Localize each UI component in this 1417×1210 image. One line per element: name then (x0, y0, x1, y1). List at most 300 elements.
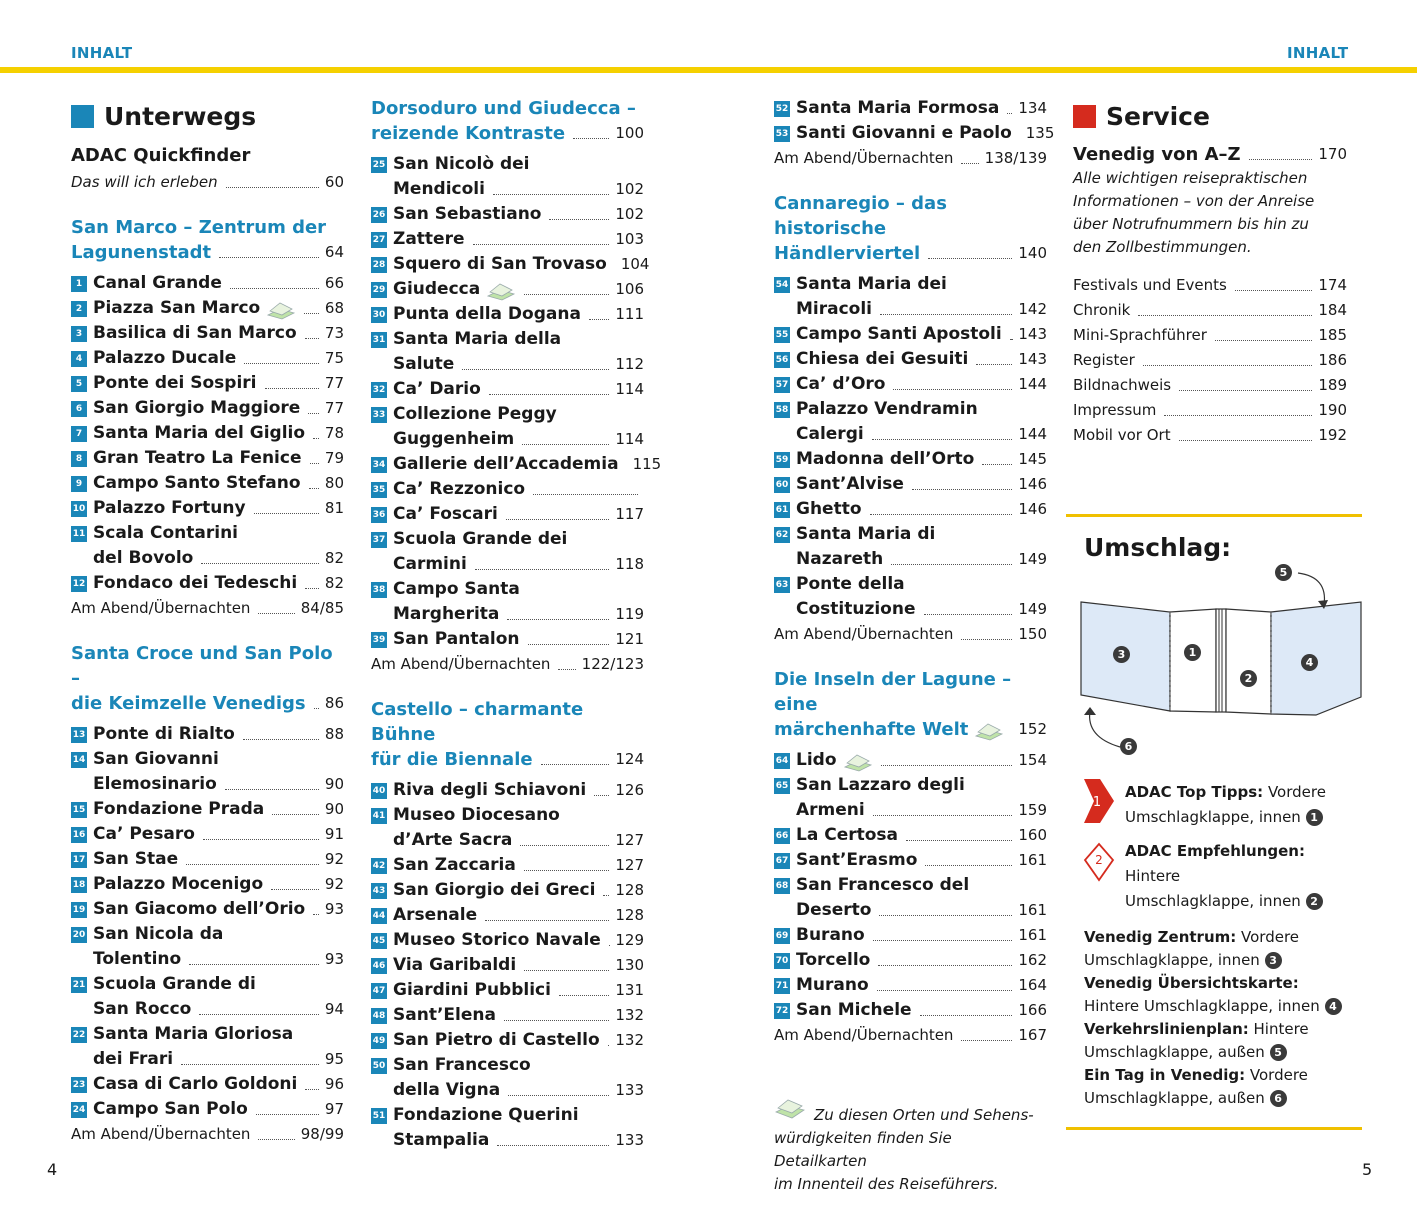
toc-row-sight[interactable] (371, 377, 644, 402)
toc-row-sight[interactable] (371, 227, 644, 252)
toc-row-continuation[interactable] (71, 1047, 344, 1072)
toc-row-service[interactable] (1073, 323, 1347, 348)
toc-row-sight[interactable] (71, 897, 344, 922)
cover-marker-5: 5 (1275, 564, 1292, 581)
toc-entry-title: Chronik (1073, 301, 1131, 319)
toc-row-continuation[interactable] (774, 597, 1047, 622)
toc-page: 126 (615, 781, 644, 799)
toc-entry-title: La Certosa (796, 825, 899, 845)
toc-entry-title: Nazareth (796, 549, 884, 569)
toc-row-sight[interactable] (71, 346, 344, 371)
toc-row-a-z[interactable] (1073, 142, 1347, 167)
toc-page: 134 (1018, 99, 1047, 117)
toc-row-sight[interactable] (774, 121, 1055, 146)
legend-label: Ein Tag in Venedig: (1084, 1066, 1246, 1084)
cover-marker-4: 4 (1301, 654, 1318, 671)
toc-page: 146 (1018, 475, 1047, 493)
toc-page: 127 (615, 831, 644, 849)
toc-page: 152 (1018, 720, 1047, 738)
cover-marker-ref: 6 (1270, 1090, 1287, 1107)
toc-row-sight[interactable] (71, 1072, 344, 1097)
toc-entry-title: Santa Maria dei (796, 274, 947, 294)
sight-number-badge: 22 (71, 1027, 87, 1043)
toc-entry-title: della Vigna (393, 1080, 501, 1100)
toc-row-sight[interactable] (371, 978, 644, 1003)
toc-row-continuation[interactable] (774, 422, 1047, 447)
toc-page: 129 (615, 931, 644, 949)
toc-row-sight[interactable] (71, 446, 344, 471)
toc-row-continuation[interactable] (71, 546, 344, 571)
svg-text:2: 2 (1095, 853, 1103, 867)
toc-entry-title: Carmini (393, 554, 467, 574)
toc-entry-title: Burano (796, 925, 865, 945)
sight-number-badge: 40 (371, 783, 387, 799)
toc-entry-title: Palazzo Mocenigo (93, 874, 264, 894)
sight-number-badge: 71 (774, 978, 790, 994)
toc-entry-title: Santa Maria Gloriosa (93, 1024, 294, 1044)
sight-number-badge: 31 (371, 332, 387, 348)
sight-number-badge: 36 (371, 507, 387, 523)
cover-marker-ref: 3 (1265, 952, 1282, 969)
toc-row-sight[interactable] (371, 1003, 644, 1028)
toc-entry-title: Mini-Sprachführer (1073, 326, 1207, 344)
map-note-line: im Innenteil des Reiseführers. (774, 1175, 999, 1193)
toc-entry-title: Santi Giovanni e Paolo (796, 123, 1012, 143)
sight-number-badge: 53 (774, 126, 790, 142)
sight-number-badge: 21 (71, 977, 87, 993)
toc-page: 66 (324, 274, 344, 292)
toc-row-sight[interactable] (71, 722, 344, 747)
toc-row-sight[interactable] (371, 778, 644, 803)
toc-row-sight[interactable] (71, 396, 344, 421)
toc-row-sight[interactable] (371, 452, 662, 477)
toc-page: 145 (1018, 450, 1047, 468)
toc-entry-title: Campo Santo Stefano (93, 473, 301, 493)
toc-page: 149 (1018, 600, 1047, 618)
toc-entry-title: Ponte dei Sospiri (93, 373, 257, 393)
toc-entry-title: Madonna dell’Orto (796, 449, 975, 469)
toc-entry-title: San Francesco (393, 1055, 531, 1075)
sight-number-badge: 10 (71, 501, 87, 517)
toc-entry-title: Register (1073, 351, 1135, 369)
chapter-heading-line: Die Inseln der Lagune – eine (774, 669, 1012, 715)
toc-row-service[interactable] (1073, 423, 1347, 448)
sight-number-badge: 3 (71, 326, 87, 342)
toc-row-continuation[interactable] (774, 898, 1047, 923)
toc-row-sight[interactable] (774, 372, 1047, 397)
toc-page: 127 (615, 856, 644, 874)
toc-entry-title: Palazzo Fortuny (93, 498, 246, 518)
toc-row-continuation[interactable] (774, 798, 1047, 823)
toc-row-sight[interactable] (71, 271, 344, 296)
toc-row-continuation[interactable] (71, 772, 344, 797)
toc-entry-title: Fondazione Prada (93, 799, 265, 819)
recommendation-drop-icon (1082, 842, 1116, 882)
toc-row-sight[interactable] (774, 848, 1047, 873)
toc-row-sight[interactable] (71, 571, 344, 596)
toc-page: 150 (1018, 625, 1047, 643)
legend-label: Verkehrslinienplan: (1084, 1020, 1249, 1038)
chapter-heading-san-marco[interactable] (71, 215, 344, 265)
toc-entry-title: Arsenale (393, 905, 478, 925)
toc-row-sight[interactable] (71, 1097, 344, 1122)
toc-row-sight[interactable] (774, 948, 1047, 973)
toc-row-evening[interactable] (71, 1122, 344, 1147)
a-z-description-line: den Zollbestimmungen. (1073, 238, 1252, 256)
toc-row-sight[interactable] (71, 471, 344, 496)
toc-row-sight[interactable] (774, 923, 1047, 948)
toc-row-sight[interactable] (371, 803, 644, 828)
toc-entry-title: San Zaccaria (393, 855, 516, 875)
toc-entry-title: Gran Teatro La Fenice (93, 448, 302, 468)
toc-page: 75 (324, 349, 344, 367)
toc-row-sight[interactable] (774, 497, 1047, 522)
toc-page: 77 (324, 399, 344, 417)
toc-page: 128 (615, 906, 644, 924)
toc-entry-title: San Michele (796, 1000, 912, 1020)
toc-entry-title: San Rocco (93, 999, 192, 1019)
sight-number-badge: 8 (71, 451, 87, 467)
toc-page: 174 (1318, 276, 1347, 294)
toc-entry-title: San Sebastiano (393, 204, 542, 224)
toc-row-sight[interactable] (71, 822, 344, 847)
chapter-heading-line: die Keimzelle Venedigs (71, 693, 306, 714)
map-detail-icon (774, 1098, 808, 1120)
section-marker-icon (1073, 105, 1096, 128)
toc-row-service[interactable] (1073, 348, 1347, 373)
chapter-heading-line: Lagunenstadt (71, 242, 212, 263)
a-z-description-line: Alle wichtigen reisepraktischen (1073, 169, 1308, 187)
toc-row-sight[interactable] (774, 998, 1047, 1023)
umschlag-title: Umschlag: (1084, 533, 1232, 562)
toc-entry-title: Salute (393, 354, 455, 374)
toc-page: 154 (1018, 751, 1047, 769)
toc-row-continuation[interactable] (371, 602, 644, 627)
toc-row-evening[interactable] (371, 652, 644, 677)
toc-row-sight[interactable] (71, 321, 344, 346)
toc-row-sight[interactable] (774, 96, 1047, 121)
toc-row-sight[interactable] (774, 773, 1047, 798)
toc-entry-title: Festivals und Events (1073, 276, 1227, 294)
toc-row-sight[interactable] (371, 577, 644, 602)
toc-page: 92 (324, 850, 344, 868)
column-service (1073, 96, 1347, 448)
toc-row-sight[interactable] (774, 322, 1047, 347)
sight-number-badge: 33 (371, 407, 387, 423)
toc-entry-title: Campo San Polo (93, 1099, 248, 1119)
toc-row-sight[interactable] (71, 872, 344, 897)
toc-row-sight[interactable] (774, 748, 1047, 773)
toc-entry-title: Palazzo Vendramin (796, 399, 978, 419)
toc-page: 119 (615, 605, 644, 623)
toc-page: 132 (615, 1006, 644, 1024)
sight-number-badge: 45 (371, 933, 387, 949)
sight-number-badge: 11 (71, 526, 87, 542)
toc-page: 146 (1018, 500, 1047, 518)
toc-page: 90 (324, 800, 344, 818)
toc-page: 106 (615, 280, 644, 298)
toc-row-sight[interactable] (371, 402, 644, 427)
toc-row-sight[interactable] (774, 522, 1047, 547)
toc-page: 102 (615, 180, 644, 198)
toc-page: 80 (324, 474, 344, 492)
header-left: INHALT (71, 44, 133, 62)
legend-text: Vordere (1236, 928, 1300, 946)
toc-entry-title: Miracoli (796, 299, 873, 319)
toc-row-sight[interactable] (71, 972, 344, 997)
column-unterwegs (71, 96, 344, 1147)
toc-row-sight[interactable] (371, 1028, 644, 1053)
toc-row-evening[interactable] (71, 596, 344, 621)
toc-page: 122/123 (581, 655, 644, 673)
umschlag-box (1066, 514, 1362, 1130)
toc-entry-title: Stampalia (393, 1130, 490, 1150)
sight-number-badge: 35 (371, 482, 387, 498)
toc-row-sight[interactable] (371, 1053, 644, 1078)
toc-page: 143 (1018, 350, 1047, 368)
toc-entry-title: San Lazzaro degli (796, 775, 965, 795)
toc-row-sight[interactable] (371, 502, 644, 527)
cover-marker-ref: 5 (1270, 1044, 1287, 1061)
sight-number-badge: 59 (774, 452, 790, 468)
toc-row-continuation[interactable] (371, 1078, 644, 1103)
toc-page: 96 (324, 1075, 344, 1093)
legend-text: Vordere (1245, 1066, 1308, 1084)
toc-entry-title: Campo Santa (393, 579, 520, 599)
toc-entry-title: Guggenheim (393, 429, 515, 449)
sight-number-badge: 55 (774, 327, 790, 343)
sight-number-badge: 2 (71, 301, 87, 317)
toc-entry-title: Ca’ Pesaro (93, 824, 195, 844)
chapter-heading-line: San Marco – Zentrum der (71, 217, 327, 238)
toc-page: 135 (1025, 124, 1055, 142)
toc-row-continuation[interactable] (71, 997, 344, 1022)
toc-row-sight[interactable] (774, 472, 1047, 497)
toc-page: 192 (1318, 426, 1347, 444)
chapter-heading-cannaregio[interactable] (774, 191, 1047, 266)
toc-page: 128 (615, 881, 644, 899)
toc-page: 114 (615, 430, 644, 448)
toc-row-sight[interactable] (371, 277, 644, 302)
toc-entry-title: Punta della Dogana (393, 304, 581, 324)
toc-row-sight[interactable] (371, 327, 644, 352)
toc-row-continuation[interactable] (371, 828, 644, 853)
toc-row-service[interactable] (1073, 398, 1347, 423)
toc-page: 81 (324, 499, 344, 517)
chapter-heading-dorsoduro[interactable] (371, 96, 644, 146)
toc-entry-title: Sant’Alvise (796, 474, 904, 494)
toc-entry-title: del Bovolo (93, 548, 194, 568)
toc-row-continuation[interactable] (371, 352, 644, 377)
toc-entry-title: Costituzione (796, 599, 916, 619)
toc-row-service[interactable] (1073, 298, 1347, 323)
sight-number-badge: 70 (774, 953, 790, 969)
a-z-description-line: Informationen – von der Anreise (1073, 192, 1315, 210)
toc-row-sight[interactable] (774, 873, 1047, 898)
a-z-description-line: über Notrufnummern bis hin zu (1073, 215, 1309, 233)
toc-entry-title: dei Frari (93, 1049, 174, 1069)
toc-row-continuation[interactable] (371, 552, 644, 577)
toc-row-service[interactable] (1073, 273, 1347, 298)
legend-text: Umschlagklappe, innen (1125, 808, 1301, 826)
toc-row-sight[interactable] (774, 572, 1047, 597)
toc-page: 131 (615, 981, 644, 999)
sight-number-badge: 15 (71, 802, 87, 818)
toc-row-evening[interactable] (774, 146, 1047, 171)
toc-row-sight[interactable] (371, 853, 644, 878)
toc-row-sight[interactable] (371, 252, 650, 277)
toc-entry-title: Murano (796, 975, 869, 995)
toc-page: 189 (1318, 376, 1347, 394)
sight-number-badge: 65 (774, 778, 790, 794)
sight-number-badge: 66 (774, 828, 790, 844)
chapter-heading-inseln[interactable] (774, 667, 1047, 742)
toc-row-sight[interactable] (371, 302, 644, 327)
toc-row-quickfinder[interactable] (71, 170, 344, 195)
toc-entry-title: Giardini Pubblici (393, 980, 551, 1000)
toc-row-sight[interactable] (371, 1103, 644, 1128)
toc-entry-title: Fondaco dei Tedeschi (93, 573, 298, 593)
toc-page: 142 (1018, 300, 1047, 318)
sight-number-badge: 17 (71, 852, 87, 868)
toc-row-continuation[interactable] (71, 947, 344, 972)
sight-number-badge: 23 (71, 1077, 87, 1093)
sight-number-badge: 6 (71, 401, 87, 417)
toc-entry-title: Bildnachweis (1073, 376, 1172, 394)
sight-number-badge: 25 (371, 157, 387, 173)
chapter-heading-castello[interactable] (371, 697, 644, 772)
toc-row-sight[interactable] (774, 272, 1047, 297)
toc-row-sight[interactable] (774, 823, 1047, 848)
toc-row-sight[interactable] (71, 521, 344, 546)
toc-row-sight[interactable] (774, 447, 1047, 472)
toc-entry-title: Mendicoli (393, 179, 485, 199)
toc-row-sight[interactable] (71, 296, 344, 321)
sight-number-badge: 50 (371, 1058, 387, 1074)
toc-page: 95 (324, 1050, 344, 1068)
toc-row-sight[interactable] (71, 847, 344, 872)
map-note-line: Zu diesen Orten und Sehens- (814, 1106, 1034, 1124)
toc-row-sight[interactable] (71, 1022, 344, 1047)
legend-label: Venedig Übersichtskarte: (1084, 974, 1299, 992)
toc-row-sight[interactable] (371, 627, 644, 652)
legend-label: ADAC Empfehlungen: (1125, 842, 1305, 860)
sight-number-badge: 56 (774, 352, 790, 368)
toc-page: 92 (324, 875, 344, 893)
toc-entry-title: Scuola Grande di (93, 974, 256, 994)
toc-row-service[interactable] (1073, 373, 1347, 398)
toc-entry-title: d’Arte Sacra (393, 830, 513, 850)
sight-number-badge: 49 (371, 1033, 387, 1049)
toc-entry-title: Venedig von A–Z (1073, 144, 1241, 165)
toc-row-sight[interactable] (774, 973, 1047, 998)
toc-page: 184 (1318, 301, 1347, 319)
toc-row-continuation[interactable] (774, 297, 1047, 322)
toc-entry-title: Casa di Carlo Goldoni (93, 1074, 298, 1094)
sight-number-badge: 46 (371, 958, 387, 974)
toc-page: 79 (324, 449, 344, 467)
section-title-unterwegs (71, 96, 344, 136)
toc-row-evening[interactable] (774, 1023, 1047, 1048)
toc-row-continuation[interactable] (371, 1128, 644, 1153)
toc-entry-title: Santa Maria Formosa (796, 98, 1000, 118)
sight-number-badge: 13 (71, 727, 87, 743)
sight-number-badge: 26 (371, 207, 387, 223)
toc-page: 97 (324, 1100, 344, 1118)
sight-number-badge: 30 (371, 307, 387, 323)
sight-number-badge: 52 (774, 101, 790, 117)
toc-row-sight[interactable] (371, 202, 644, 227)
toc-row-sight[interactable] (71, 421, 344, 446)
toc-row-sight[interactable] (71, 371, 344, 396)
toc-row-continuation[interactable] (371, 177, 644, 202)
toc-row-evening[interactable] (774, 622, 1047, 647)
toc-entry-title: Collezione Peggy (393, 404, 557, 424)
sight-number-badge: 51 (371, 1108, 387, 1124)
toc-entry-title: Canal Grande (93, 273, 222, 293)
toc-entry-title: Giudecca (393, 279, 481, 299)
sight-number-badge: 62 (774, 527, 790, 543)
toc-page: 143 (1018, 325, 1047, 343)
toc-row-sight[interactable] (371, 953, 644, 978)
legend-label: ADAC Top Tipps: (1125, 783, 1264, 801)
chapter-heading-santa-croce[interactable] (71, 641, 344, 716)
toc-page: 78 (324, 424, 344, 442)
toc-entry-title: Am Abend/Übernachten (371, 655, 551, 673)
toc-entry-title: Impressum (1073, 401, 1157, 419)
toc-page: 93 (324, 900, 344, 918)
toc-entry-title: Am Abend/Übernachten (71, 1125, 251, 1143)
toc-row-sight[interactable] (371, 527, 644, 552)
toc-row-sight[interactable] (774, 397, 1047, 422)
toc-row-sight[interactable] (371, 878, 644, 903)
toc-row-sight[interactable] (71, 496, 344, 521)
toc-entry-title: Mobil vor Ort (1073, 426, 1171, 444)
toc-row-continuation[interactable] (774, 547, 1047, 572)
toc-entry-title: San Nicola da (93, 924, 224, 944)
toc-page: 190 (1318, 401, 1347, 419)
toc-page: 112 (615, 355, 644, 373)
toc-row-sight[interactable] (71, 922, 344, 947)
toc-page: 104 (620, 255, 650, 273)
toc-row-sight[interactable] (371, 928, 644, 953)
toc-row-sight[interactable] (371, 903, 644, 928)
toc-row-sight[interactable] (371, 477, 644, 502)
toc-row-sight[interactable] (371, 152, 644, 177)
sight-number-badge: 1 (71, 276, 87, 292)
toc-entry-title: Scuola Grande dei (393, 529, 568, 549)
toc-page: 138/139 (984, 149, 1047, 167)
toc-row-sight[interactable] (71, 797, 344, 822)
sight-number-badge: 29 (371, 282, 387, 298)
toc-entry-title: Zattere (393, 229, 465, 249)
toc-entry-title: Sant’Erasmo (796, 850, 918, 870)
page-number-left: 4 (47, 1160, 58, 1179)
toc-row-continuation[interactable] (371, 427, 644, 452)
toc-page: 88 (324, 725, 344, 743)
legend-text: Umschlagklappe, innen (1125, 892, 1301, 910)
toc-page: 144 (1018, 375, 1047, 393)
toc-row-sight[interactable] (71, 747, 344, 772)
toc-entry-title: Tolentino (93, 949, 182, 969)
toc-row-sight[interactable] (774, 347, 1047, 372)
toc-page: 164 (1018, 976, 1047, 994)
map-detail-icon (486, 282, 516, 302)
toc-entry-title: Campo Santi Apostoli (796, 324, 1002, 344)
toc-page: 144 (1018, 425, 1047, 443)
sight-number-badge: 7 (71, 426, 87, 442)
toc-entry-title: Museo Storico Navale (393, 930, 601, 950)
